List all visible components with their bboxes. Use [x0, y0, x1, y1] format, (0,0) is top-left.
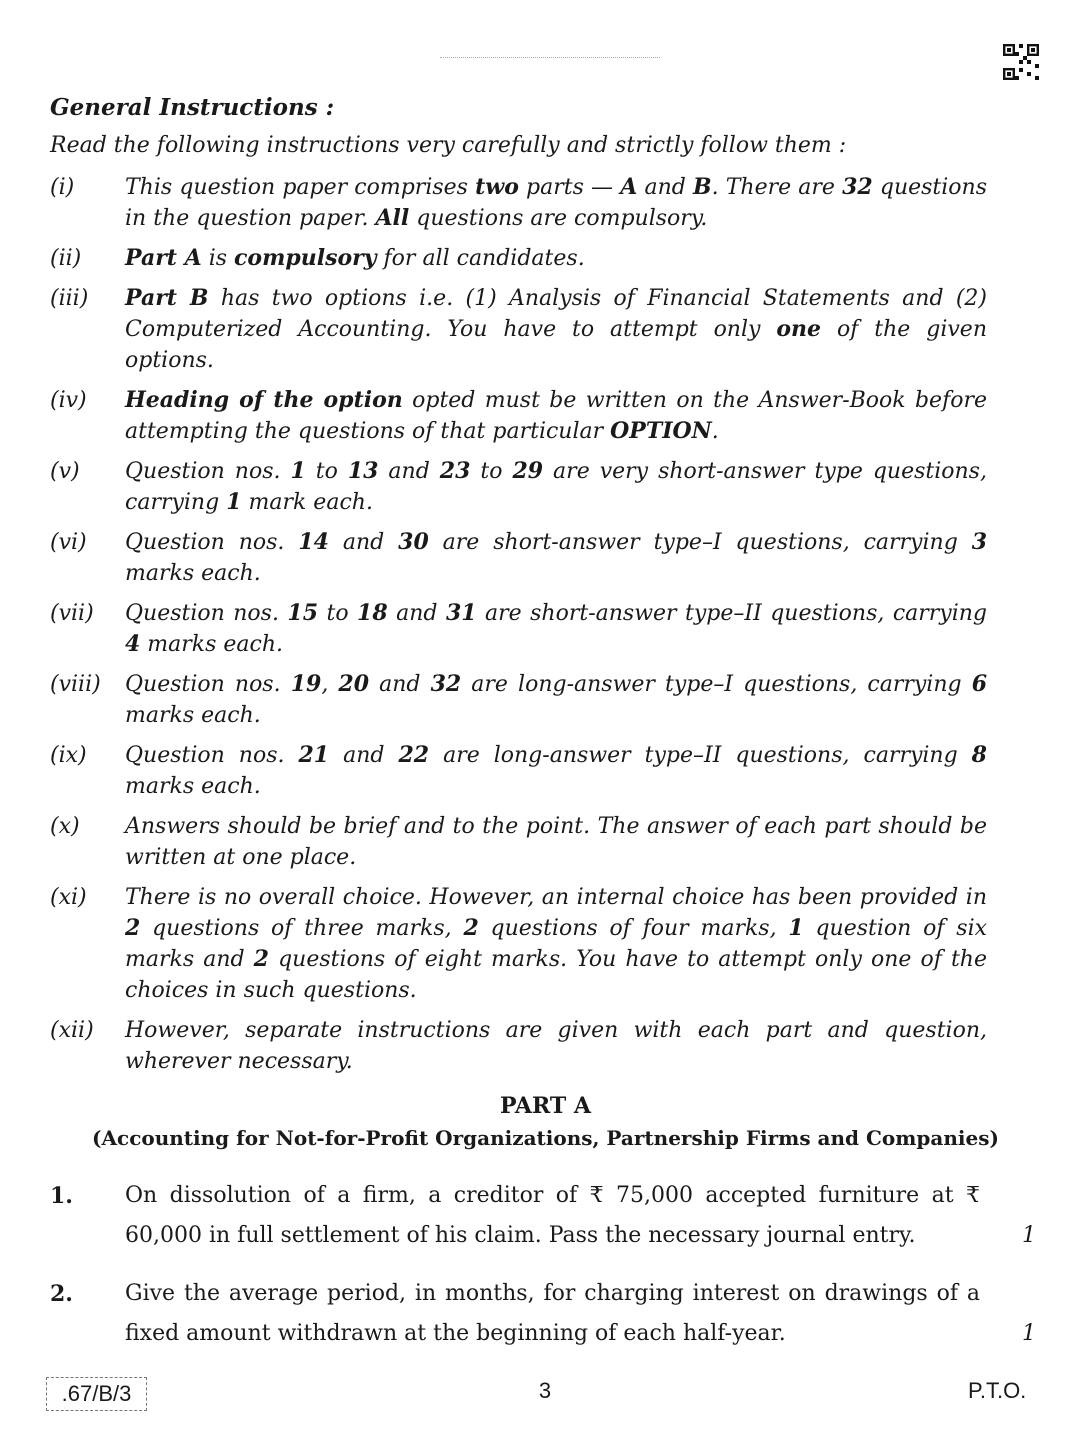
question-text: Give the average period, in months, for charging interest on drawings of a fixed amount withdrawn at the beginning of each half-year. [125, 1281, 980, 1346]
instruction-text: However, separate instructions are given with each part and question, wherever necessary. [125, 1018, 987, 1074]
instruction-item [50, 669, 990, 731]
page-number: 3 [538, 1378, 552, 1403]
instruction-item [50, 172, 990, 234]
instruction-text: Question nos. 21 and 22 are long-answer type–II questions, carrying 8 marks each. [125, 742, 987, 799]
general-instructions-heading: General Instructions : [50, 94, 335, 121]
instruction-item [50, 243, 990, 274]
question-marks: 1 [1022, 1321, 1036, 1346]
instruction-item [50, 456, 990, 518]
instruction-number: (xi) [50, 885, 87, 910]
instruction-text: Question nos. 19, 20 and 32 are long-answer type–I questions, carrying 6 marks each. [125, 671, 987, 728]
paper-code: .67/B/3 [46, 1377, 147, 1411]
instructions-list [50, 172, 990, 1086]
instruction-text: Part B has two options i.e. (1) Analysis of Financial Statements and (2) Computerized Accounting. You have to attempt only one of the given options. [125, 285, 987, 373]
instruction-number: (v) [50, 459, 80, 484]
instruction-item [50, 527, 990, 589]
instruction-item [50, 811, 990, 873]
instruction-text: There is no overall choice. However, an internal choice has been provided in 2 questions of three marks, 2 questions of four marks, 1 question of six marks and 2 questions of eight marks. You have to attempt only one of the choices in such questions. [125, 885, 988, 1003]
instruction-text: Heading of the option opted must be written on the Answer-Book before attempting the questions of that particular OPTION. [125, 387, 988, 444]
question-marks: 1 [1022, 1223, 1036, 1248]
instruction-text: Answers should be brief and to the point. The answer of each part should be written at one place. [125, 814, 987, 870]
instruction-item [50, 385, 990, 447]
please-turn-over: P.T.O. [968, 1378, 1027, 1403]
instruction-item [50, 598, 990, 660]
header-fine-print-line [440, 57, 660, 62]
instruction-text: Question nos. 1 to 13 and 23 to 29 are very short-answer type questions, carrying 1 mark each. [125, 458, 987, 515]
instruction-text: Part A is compulsory for all candidates. [125, 245, 585, 271]
instruction-number: (iv) [50, 388, 87, 413]
instruction-number: (vi) [50, 530, 87, 555]
instruction-item [50, 740, 990, 802]
qr-code-icon [1003, 44, 1039, 80]
part-a-title: PART A [499, 1093, 591, 1119]
question-number: 1. [50, 1183, 73, 1209]
question-text: On dissolution of a firm, a creditor of ₹ 75,000 accepted furniture at ₹ 60,000 in full settlement of his claim. Pass the necessary journal entry. [125, 1183, 980, 1248]
instruction-number: (x) [50, 814, 80, 839]
instruction-number: (xii) [50, 1018, 94, 1043]
instruction-text: This question paper comprises two parts — A and B. There are 32 questions in the question paper. All questions are compulsory. [125, 174, 987, 231]
part-a-subtitle: (Accounting for Not-for-Profit Organizations, Partnership Firms and Companies) [92, 1126, 999, 1150]
question-number: 2. [50, 1281, 73, 1307]
general-instructions-intro: Read the following instructions very carefully and strictly follow them : [50, 133, 847, 158]
instruction-number: (i) [50, 175, 75, 200]
instruction-item [50, 882, 990, 1006]
instruction-number: (viii) [50, 672, 101, 697]
instruction-number: (ii) [50, 246, 82, 271]
instruction-number: (vii) [50, 601, 94, 626]
instruction-item [50, 283, 990, 376]
instruction-text: Question nos. 15 to 18 and 31 are short-answer type–II questions, carrying 4 marks each. [125, 600, 988, 657]
instruction-number: (iii) [50, 286, 89, 311]
instruction-item [50, 1015, 990, 1077]
instruction-text: Question nos. 14 and 30 are short-answer type–I questions, carrying 3 marks each. [125, 529, 987, 586]
instruction-number: (ix) [50, 743, 87, 768]
